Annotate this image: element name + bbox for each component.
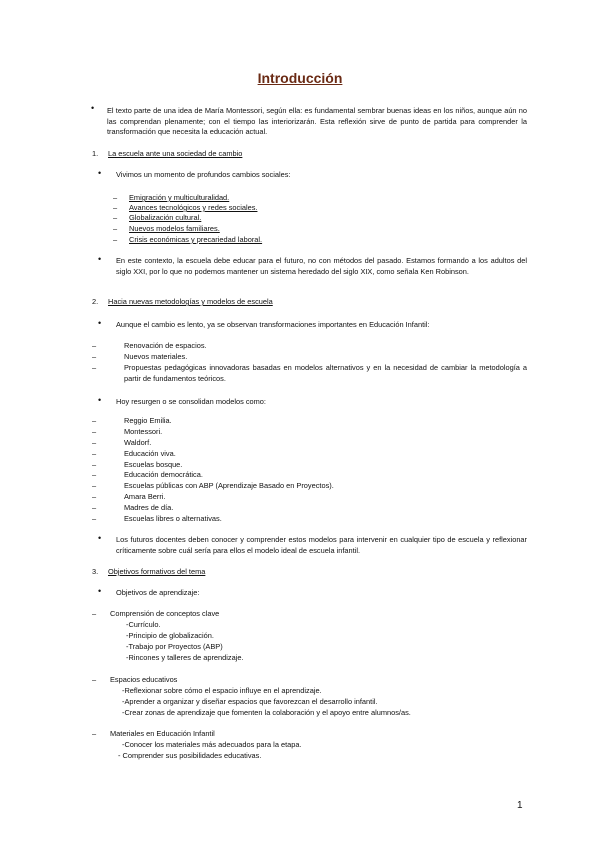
list-item: Educación viva. <box>124 449 176 458</box>
list-item: -Reflexionar sobre cómo el espacio influye en el aprendizaje. <box>122 686 322 695</box>
dash-icon: – <box>92 438 97 447</box>
list-item: -Trabajo por Proyectos (ABP) <box>126 642 223 651</box>
list-item: -Currículo. <box>126 620 161 629</box>
dash-icon: – <box>113 193 118 202</box>
dash-icon: – <box>92 675 97 684</box>
list-item: Escuelas bosque. <box>124 460 183 469</box>
dash-icon: – <box>113 213 118 222</box>
bullet-icon: • <box>98 395 102 405</box>
group-title: Espacios educativos <box>110 675 178 684</box>
bullet-icon: • <box>98 168 102 178</box>
list-item: Propuestas pedagógicas innovadoras basadas en modelos alternativos y en la necesidad de cambiar la metodología a partir de fundamentos teóricos. <box>124 363 527 383</box>
section-lead: Aunque el cambio es lento, ya se observan transformaciones importantes en Educación Infantil: <box>116 320 430 329</box>
dash-icon: – <box>113 203 118 212</box>
dash-icon: – <box>92 470 97 479</box>
section-lead: Objetivos de aprendizaje: <box>116 588 200 597</box>
bullet-icon: • <box>91 103 95 113</box>
dash-icon: – <box>113 224 118 233</box>
bullet-icon: • <box>98 254 102 264</box>
dash-icon: – <box>92 514 97 523</box>
list-item: -Principio de globalización. <box>126 631 214 640</box>
dash-icon: – <box>92 341 97 350</box>
list-item: Renovación de espacios. <box>124 341 207 350</box>
dash-icon: – <box>92 729 97 738</box>
dash-icon: – <box>113 235 118 244</box>
section-number: 2. <box>92 297 99 306</box>
list-item: Emigración y multiculturalidad. <box>129 193 230 202</box>
section-heading: La escuela ante una sociedad de cambio <box>108 149 243 158</box>
bullet-icon: • <box>98 533 102 543</box>
group-title: Comprensión de conceptos clave <box>110 609 220 618</box>
dash-icon: – <box>92 503 97 512</box>
list-item: Escuelas públicas con ABP (Aprendizaje Basado en Proyectos). <box>124 481 334 490</box>
list-item: -Crear zonas de aprendizaje que fomenten la colaboración y el apoyo entre alumnos/as. <box>122 708 411 717</box>
dash-icon: – <box>92 363 97 372</box>
list-item: - Comprender sus posibilidades educativas. <box>118 751 262 760</box>
dash-icon: – <box>92 427 97 436</box>
dash-icon: – <box>92 481 97 490</box>
intro-paragraph: El texto parte de una idea de María Montessori, según ella: es fundamental sembrar buenas ideas en los niños, aunque aún no las comprendan plenamente; con el tiempo las interiorizarán. Esta reflexión sirve de punto de partida para comprender la transformación que necesita la educación actual. <box>107 106 527 136</box>
list-item: Amara Berri. <box>124 492 166 501</box>
section-heading: Hacia nuevas metodologías y modelos de escuela <box>108 297 273 306</box>
list-item: Nuevos materiales. <box>124 352 188 361</box>
dash-icon: – <box>92 416 97 425</box>
list-item: Escuelas libres o alternativas. <box>124 514 222 523</box>
list-item: Avances tecnológicos y redes sociales. <box>129 203 258 212</box>
bullet-icon: • <box>98 586 102 596</box>
page-number: 1 <box>517 800 523 811</box>
list-item: Reggio Emilia. <box>124 416 172 425</box>
list-item: Crisis económicas y precariedad laboral. <box>129 235 263 244</box>
list-item: Waldorf. <box>124 438 152 447</box>
dash-icon: – <box>92 492 97 501</box>
dash-icon: – <box>92 352 97 361</box>
section-number: 1. <box>92 149 99 158</box>
list-item: Madres de día. <box>124 503 174 512</box>
list-item: Educación democrática. <box>124 470 203 479</box>
section-lead: Vivimos un momento de profundos cambios sociales: <box>116 170 291 179</box>
list-item: Globalización cultural. <box>129 213 202 222</box>
section-lead: Hoy resurgen o se consolidan modelos como: <box>116 397 266 406</box>
dash-icon: – <box>92 609 97 618</box>
group-title: Materiales en Educación Infantil <box>110 729 215 738</box>
list-item: -Conocer los materiales más adecuados para la etapa. <box>122 740 302 749</box>
section-heading: Objetivos formativos del tema <box>108 567 206 576</box>
section-closing: Los futuros docentes deben conocer y comprender estos modelos para intervenir en cualquier tipo de escuela y reflexionar críticamente sobre cuál sería para ellos el modelo ideal de escuela infantil. <box>116 535 527 555</box>
list-item: Montessori. <box>124 427 163 436</box>
section-number: 3. <box>92 567 99 576</box>
page-title: Introducción <box>257 70 343 86</box>
list-item: -Rincones y talleres de aprendizaje. <box>126 653 244 662</box>
list-item: Nuevos modelos familiares. <box>129 224 220 233</box>
section-closing: En este contexto, la escuela debe educar para el futuro, no con métodos del pasado. Estamos formando a los adultos del siglo XXI, por lo que no podemos mantener un sistema heredado del siglo XIX, como señala Ken Robinson. <box>116 256 527 276</box>
list-item: -Aprender a organizar y diseñar espacios que favorezcan el desarrollo infantil. <box>122 697 378 706</box>
dash-icon: – <box>92 460 97 469</box>
dash-icon: – <box>92 449 97 458</box>
bullet-icon: • <box>98 318 102 328</box>
